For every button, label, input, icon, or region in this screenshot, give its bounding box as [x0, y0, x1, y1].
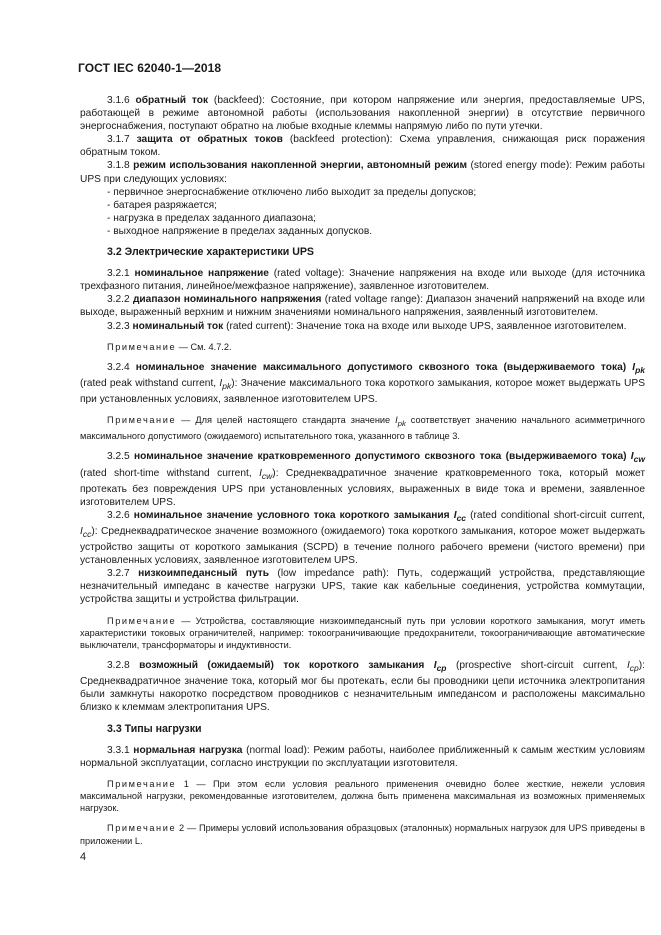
section-heading-3-3: 3.3 Типы нагрузки: [107, 722, 202, 735]
clause-3-2-4: 3.2.4 номинальное значение максимального допустимого сквозного тока (выдерживаемого тока) $I_{pk}$ (rated peak withstand current, $I_{pk}$): Значение максимального тока короткого замыкания, которое может выдержать UPS при установленных условиях, заявленное изготовителем UPS.: [80, 361, 646, 406]
clause-3-1-8: 3.1.8 режим использования накопленной энергии, автономный режим (stored energy mode): Режим работы UPS при следующих условиях:: [80, 160, 645, 185]
section-heading-3-2: 3.2 Электрические характеристики UPS: [107, 246, 314, 259]
list-item: - батарея разряжается;: [107, 199, 645, 212]
note-3-3-1-1: Примечание 1 — При этом если условия реального применения очевидно более жесткие, нежели условия максимальной нагрузки, рекомендованные изготовителем, должна быть применена максимальная из возможных применяемых нагрузок.: [80, 778, 645, 814]
list-item: - выходное напряжение в пределах заданных допусков.: [107, 225, 645, 238]
note-3-2-3: Примечание — См. 4.7.2.: [107, 341, 232, 352]
clause-3-1-6: 3.1.6 обратный ток (backfeed): Состояние, при котором напряжение или энергия, предоставляемые UPS, работающей в режиме автономной работы (использования накопленной энергии) в отсутствие первичного энергоснабжения, поступают обратно на любые входные клеммы напрямую либо по пути утечки.: [80, 95, 645, 133]
term: защита от обратных токов: [136, 134, 283, 146]
list-item: - нагрузка в пределах заданного диапазона;: [107, 212, 645, 225]
term: режим использования накопленной энергии, автономный режим: [133, 160, 468, 172]
document-body: [80, 94, 645, 847]
clause-3-2-5: 3.2.5 номинальное значение кратковременного допустимого сквозного тока (выдерживаемого тока) $I_{cw}$ (rated short-time withstand current, $I_{cw}$): Среднеквадратичное значение кратковременного тока, который может протекать без повреждения UPS при установленных условиях, выраженных в виде тока и времени, заявленное изготовителем UPS.: [80, 451, 645, 508]
page-number: 4: [80, 851, 87, 863]
clause-3-2-1: 3.2.1 номинальное напряжение (rated voltage): Значение напряжения на входе или выходе (для источника трехфазного питания, линейное/межфазное напряжение), заявленное изготовителем.: [80, 268, 646, 293]
clause-3-2-7: 3.2.7 низкоимпедансный путь (low impedance path): Путь, содержащий устройства, представляющие незначительный импеданс в качестве нагрузки UPS, такие как кабельные соединения, устройства коммутации, устройства защиты и устройства фильтрации.: [80, 568, 645, 606]
note-3-2-4: Примечание — Для целей настоящего стандарта значение $I_{pk}$ соответствует значению начального асимметричного максимального допустимого (ожидаемого) испытательного тока, указанного в таблице 3.: [80, 415, 645, 442]
list-3-1-8: [80, 186, 645, 238]
clause-3-2-8: 3.2.8 возможный (ожидаемый) ток короткого замыкания $I_{cp}$ (prospective short-circuit current, $I_{cp}$): Среднеквадратичное значение тока, который мог бы протекать, если бы проводники цепи источника электропитания были замкнуты накоротко посредством проводников с незначительным импедансом и расположены максимально близко к клеммам электропитания UPS.: [80, 660, 645, 714]
clause-3-2-2: 3.2.2 диапазон номинального напряжения (rated voltage range): Диапазон значений напряжений на входе или выходе, выраженный верхним и нижним значениями номинального напряжения, заявленный изготовителем.: [80, 294, 645, 319]
clause-3-3-1: 3.3.1 нормальная нагрузка (normal load): Режим работы, наиболее приближенный к самым жестким условиям нормальной эксплуатации, согласно инструкции по эксплуатации изготовителя.: [80, 744, 645, 769]
clause-3-1-7: 3.1.7 защита от обратных токов (backfeed protection): Схема управления, снижающая риск поражения обратным током.: [80, 134, 645, 159]
note-3-2-7: Примечание — Устройства, составляющие низкоимпедансный путь при условии короткого замыкания, могут иметь характеристики токовых ограничителей, например: токоограничивающие предохранители, токоограничивающие автоматические выключатели, трансформаторы и индуктивности.: [80, 615, 645, 650]
note-3-3-1-2: Примечание 2 — Примеры условий использования образцовых (эталонных) нормальных нагрузок для UPS приведены в приложении L.: [80, 823, 645, 846]
clause-3-2-3: 3.2.3 номинальный ток (rated current): Значение тока на входе или выходе UPS, заявленное изготовителем.: [107, 320, 627, 332]
document-header: ГОСТ IEC 62040-1—2018: [78, 61, 222, 75]
term: обратный ток: [135, 95, 209, 106]
clause-3-2-6: 3.2.6 номинальное значение условного тока короткого замыкания $I_{cc}$ (rated conditional short-circuit current, $I_{cc}$): Среднеквадратическое значение возможного (ожидаемого) тока короткого замыкания, которое может выдержать устройство защиты от короткого замыкания (SCPD) в течение полного рабочего времени (чистого времени) при установленных условиях, заявленное изготовителем UPS.: [80, 509, 645, 567]
list-item: - первичное энергоснабжение отключено либо выходит за пределы допусков;: [107, 186, 645, 199]
